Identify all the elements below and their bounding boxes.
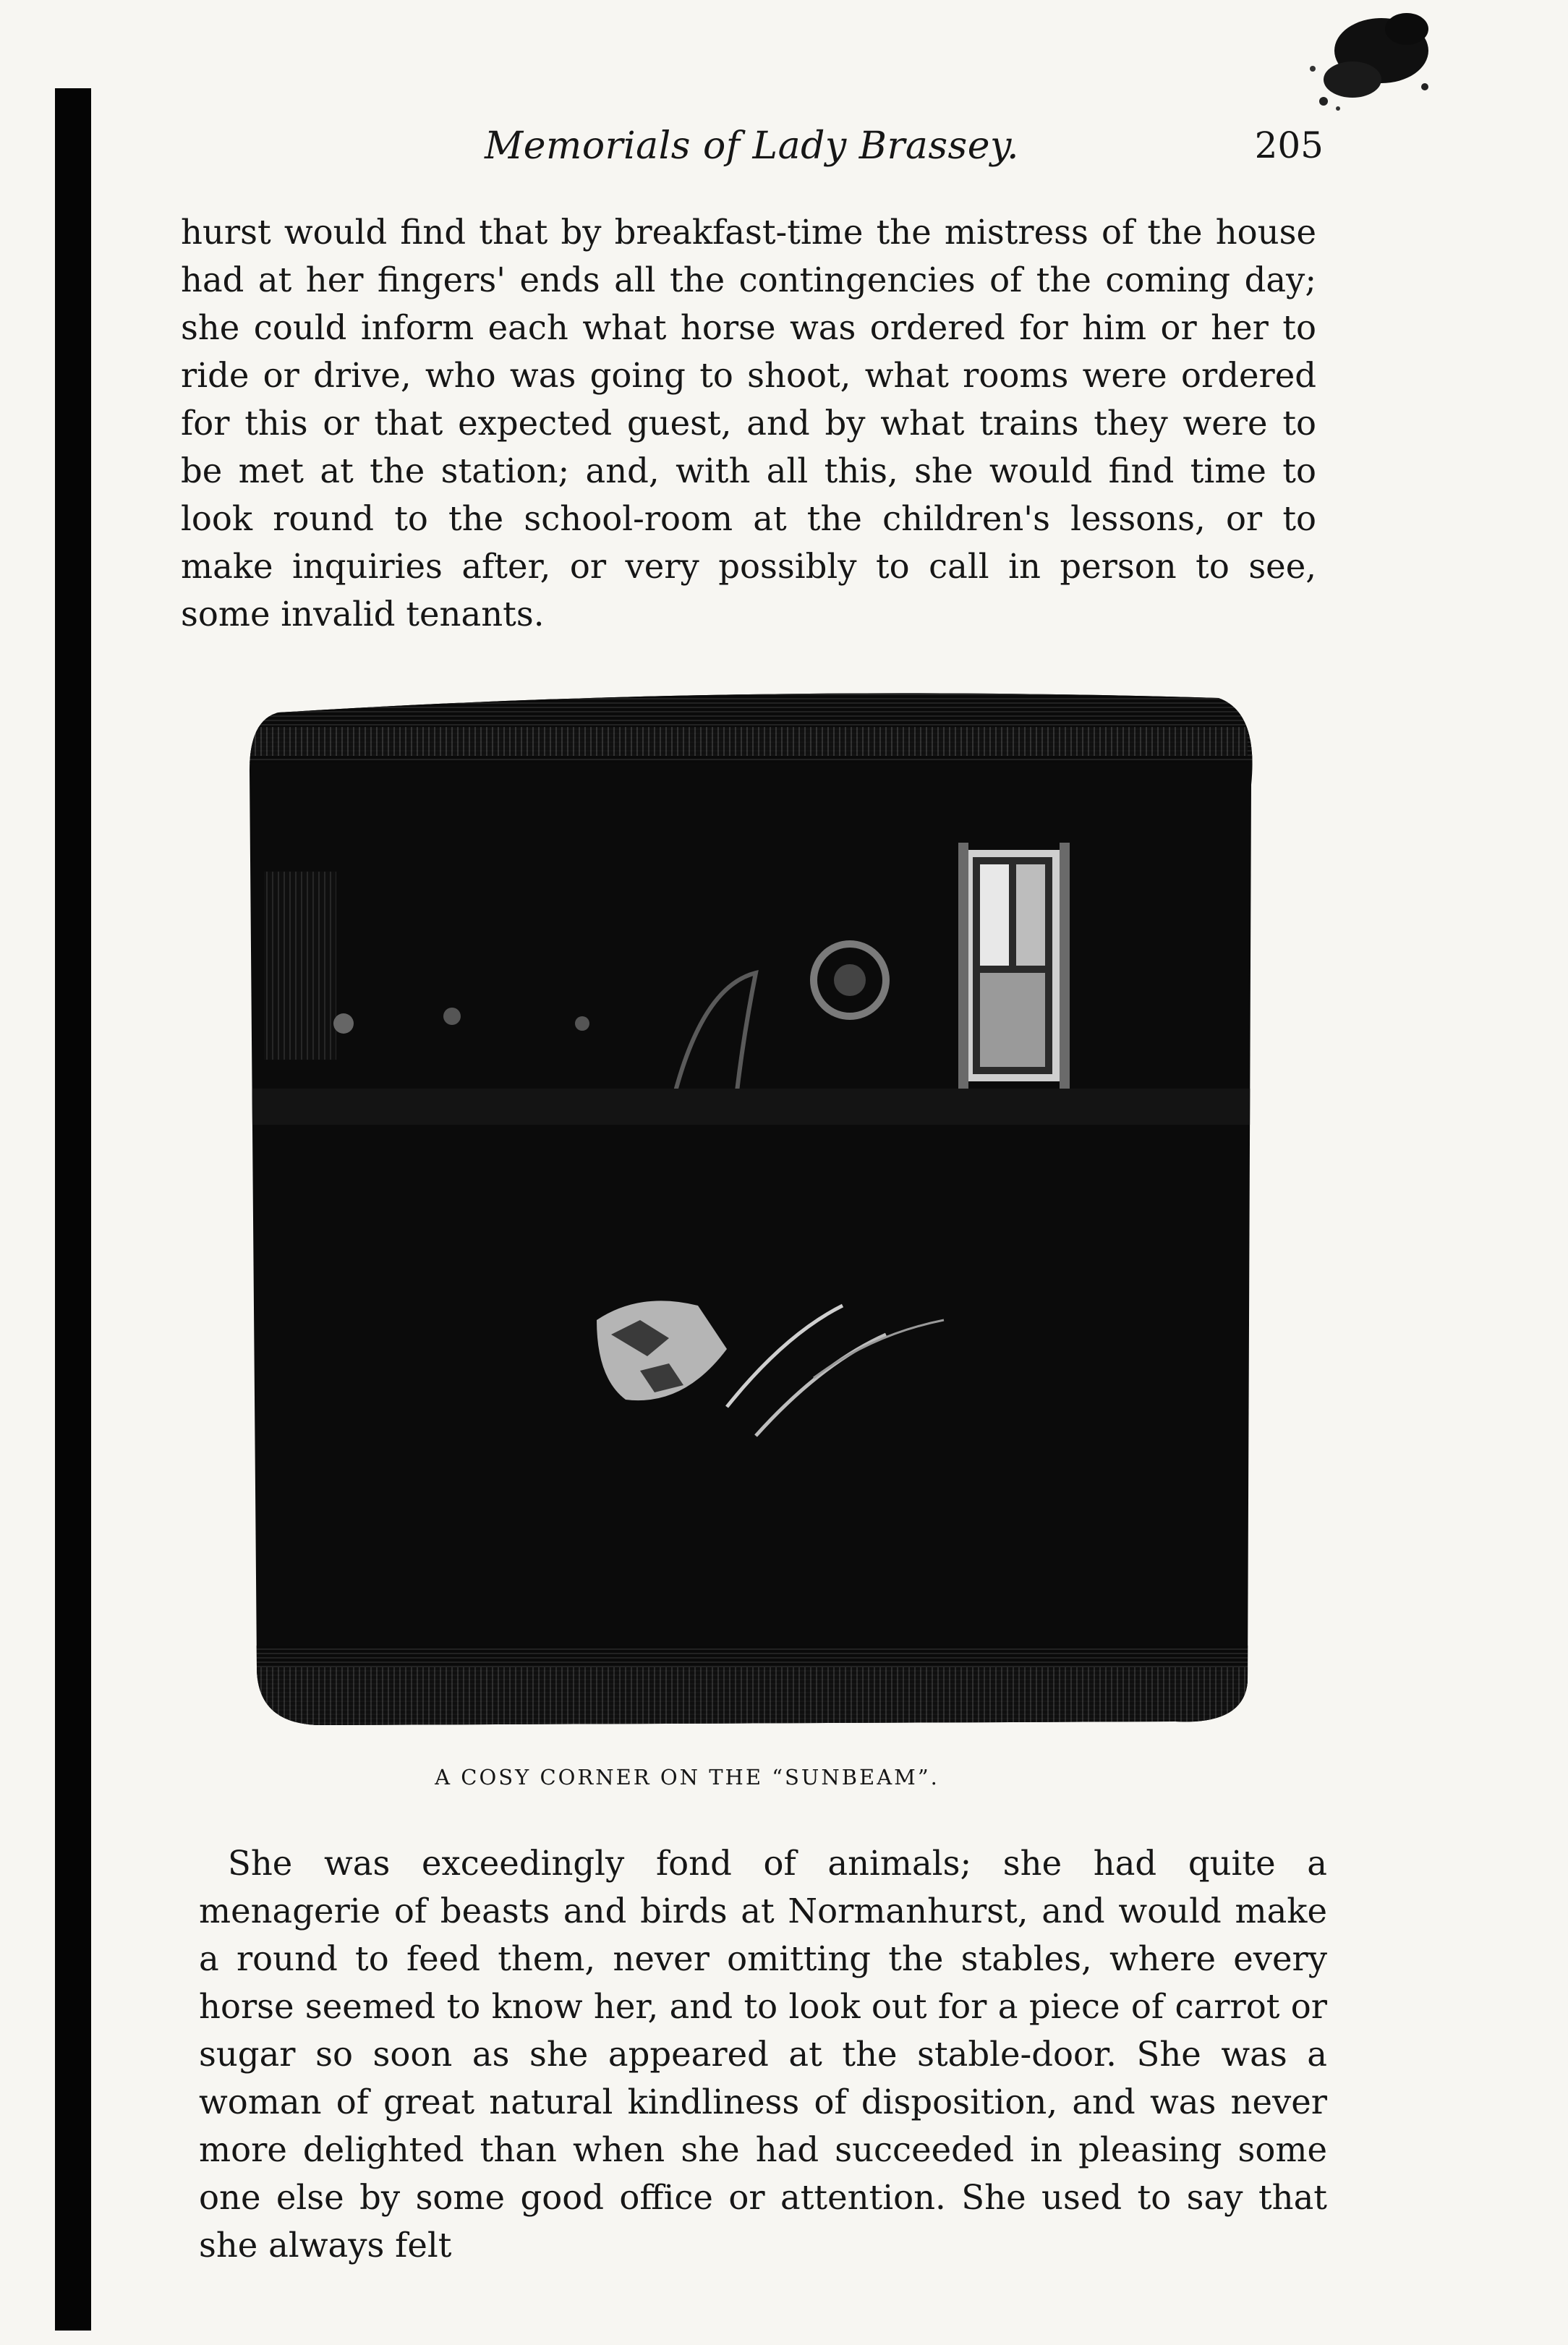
engraving-illustration [235, 684, 1258, 1729]
page-number: 205 [1254, 124, 1324, 166]
body-paragraph: She was exceedingly fond of animals; she had quite a menagerie of beasts and birds at Normanhurst, and would make a round to feed them, never omitting the stables, where every horse seemed to know her, and to look out for a piece of carrot or sugar so soon as she appeared at the stable-door. She was a woman of great natural kindliness of disposition, and was never more delighted than when she had succeeded in pleasing some one else by some good office or attention. She used to say that she always felt [199, 1844, 1327, 2265]
illustration-caption: A COSY CORNER ON THE “SUNBEAM”. [435, 1765, 939, 1789]
page-header [181, 124, 1338, 190]
ink-blot-mark [1273, 0, 1439, 123]
page-binding-edge [55, 88, 91, 2331]
running-title: Memorials of Lady Brassey. [485, 124, 1019, 168]
body-paragraph: hurst would find that by breakfast-time the mistress of the house had at her fingers' ends all the contingencies of the coming day; she could inform each what horse was ordered for him or her to ride or drive, who was going to shoot, what rooms were ordered for this or that expected guest, and by what trains they were to be met at the station; and, with all this, she would find time to look round to the school-room at the children's lessons, or to make inquiries after, or very possibly to call in person to see, some invalid tenants. [181, 213, 1316, 634]
